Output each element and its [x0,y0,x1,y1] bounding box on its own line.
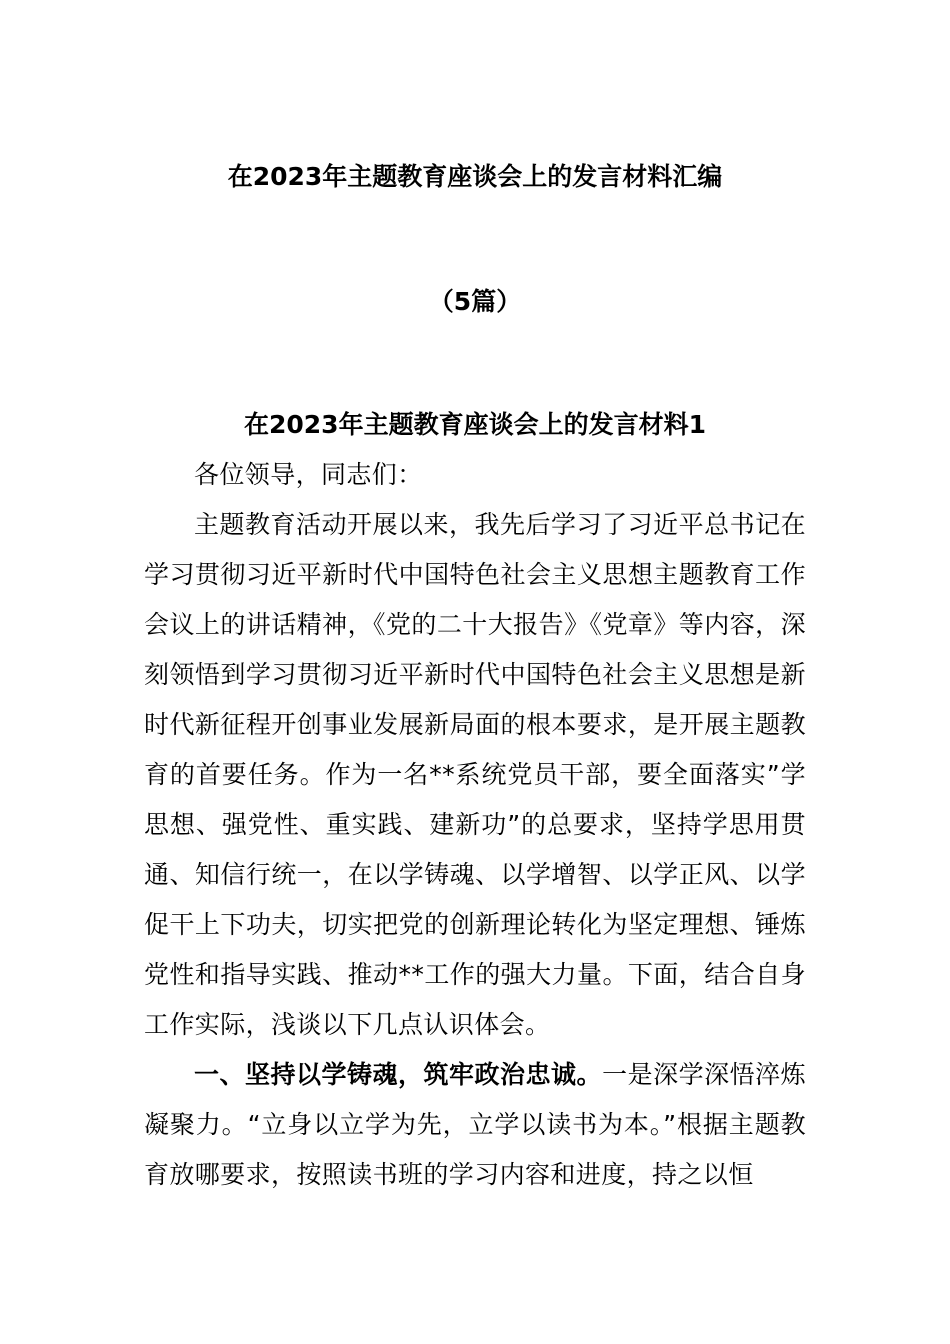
section-title: 在2023年主题教育座谈会上的发言材料1 [244,410,706,439]
paragraph-2-text: 一是深学深悟淬炼凝聚力。“立身以立学为先，立学以读书为本。”根据主题教育放哪要求，按照读书班的学习内容和进度，持之以恒 [144,1060,807,1189]
document-count: （5篇） [428,287,522,316]
salutation: 各位领导，同志们： [194,460,423,489]
document-main-title: 在2023年主题教育座谈会上的发言材料汇编 [227,162,723,191]
document-body [144,450,806,1200]
paragraph-1: 主题教育活动开展以来，我先后学习了习近平总书记在学习贯彻习近平新时代中国特色社会主义思想主题教育工作会议上的讲话精神，《党的二十大报告》《党章》等内容，深刻领悟到学习贯彻习近平新时代中国特色社会主义思想是新时代新征程开创事业发展新局面的根本要求，是开展主题教育的首要任务。作为一名**系统党员干部，要全面落实”学思想、强党性、重实践、建新功”的总要求，坚持学思用贯通、知信行统一，在以学铸魂、以学增智、以学正风、以学促干上下功夫，切实把党的创新理论转化为坚定理想、锤炼党性和指导实践、推动**工作的强大力量。下面，结合自身工作实际，浅谈以下几点认识体会。 [144,510,806,1039]
paragraph-2-heading: 一、坚持以学铸魂，筑牢政治忠诚。 [194,1060,603,1089]
paragraph-2 [144,1050,806,1200]
